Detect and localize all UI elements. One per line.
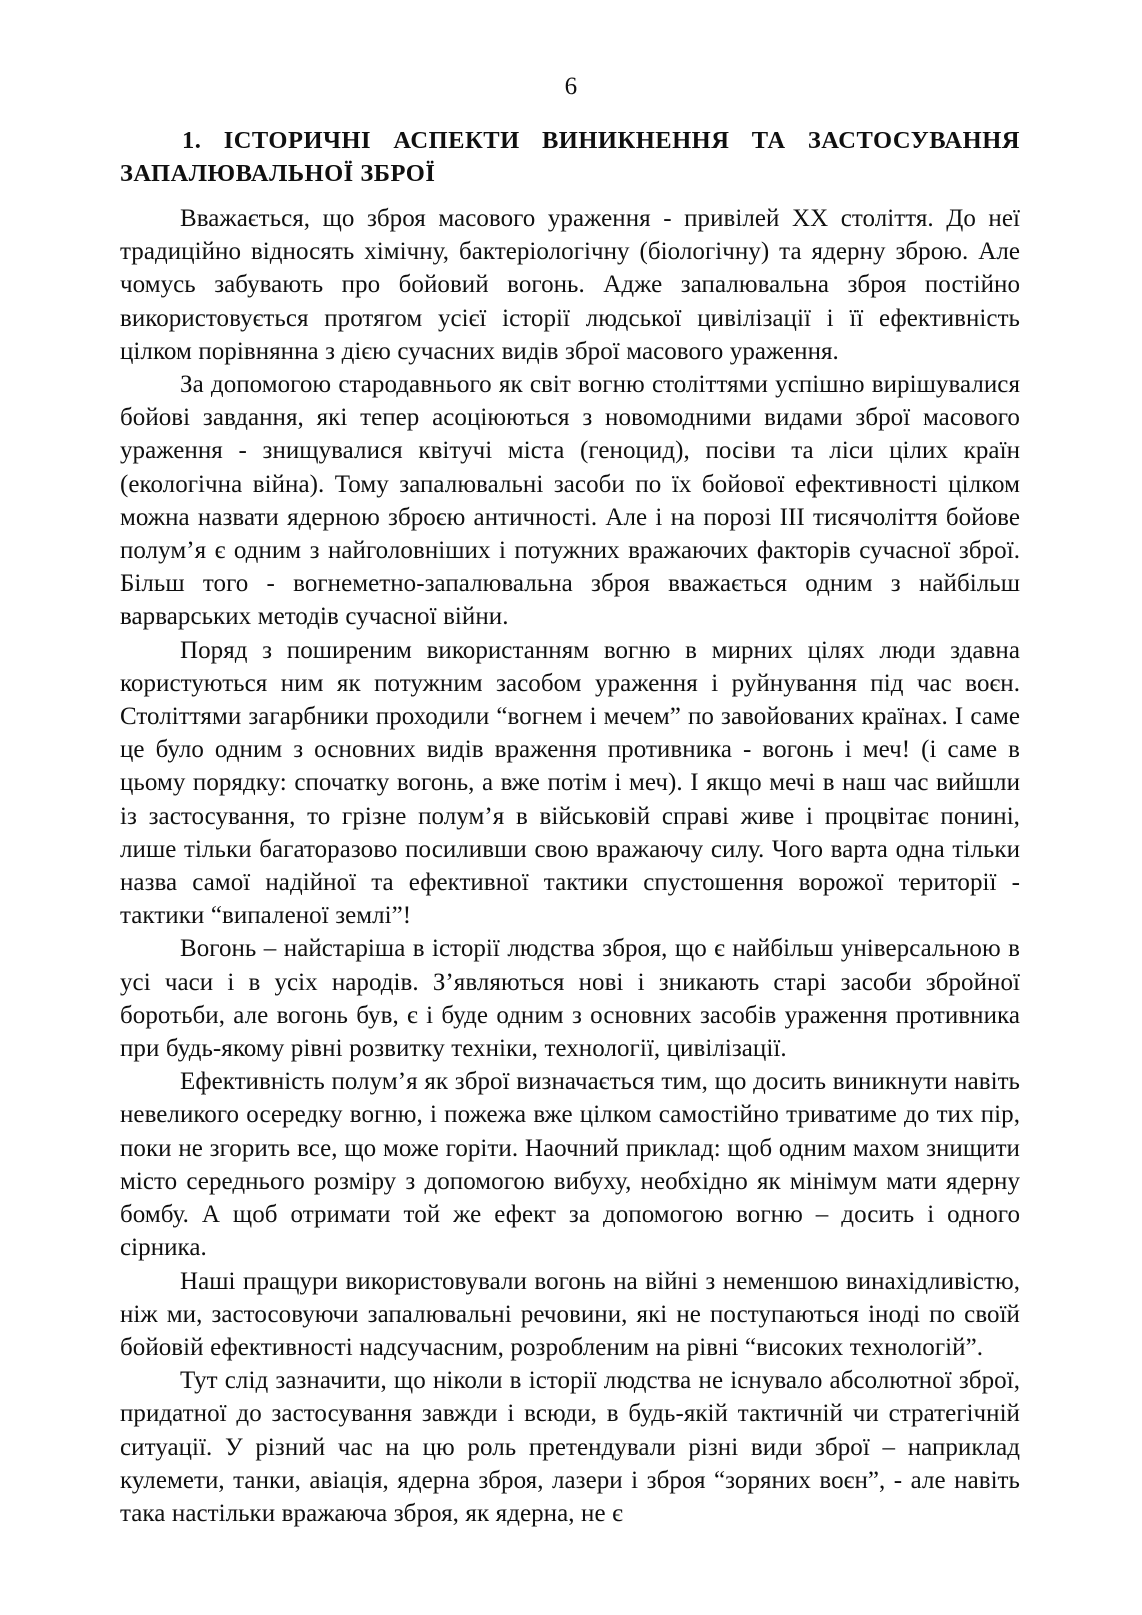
paragraph-5: Ефективність полум’я як зброї визначається тим, що досить виникнути навіть невеликого осередку вогню, і пожежа вже цілком самостійно триватиме до тих пір, поки не згорить все, що може горіти. Наочний приклад: щоб одним махом знищити місто середнього розміру з допомогою вибуху, необхідно як мінімум мати ядерну бомбу. А щоб отримати той же ефект за допомогою вогню – досить і одного сірника. [120, 1068, 1020, 1262]
page-number: 6 [564, 73, 578, 100]
paragraph-4: Вогонь – найстаріша в історії людства зброя, що є найбільш універсальною в усі часи і в усіх народів. З’являються нові і зникають старі засоби збройної боротьби, але вогонь був, є і буде одним з основних засобів ураження противника при будь-якому рівні розвитку техніки, технології, цивілізації. [120, 935, 1020, 1063]
paragraph-1: Вважається, що зброя масового ураження - привілей ХХ століття. До неї традиційно відносять хімічну, бактеріологічну (біологічну) та ядерну зброю. Але чомусь забувають про бойовий вогонь. Адже запалювальна зброя постійно використовується протягом усієї історії людської цивілізації і її ефективність цілком порівнянна з дією сучасних видів зброї масового ураження. [120, 205, 1020, 365]
paragraph-6: Наші пращури використовували вогонь на війні з неменшою винахідливістю, ніж ми, застосовуючи запалювальні речовини, які не поступаються іноді по своїй бойовій ефективності надсучасним, розробленим на рівні “високих технологій”. [120, 1267, 1020, 1361]
paragraph-3: Поряд з поширеним використанням вогню в мирних цілях люди здавна користуються ним як потужним засобом ураження і руйнування під час воєн. Століттями загарбники проходили “вогнем і мечем” по завойованих країнах. І саме це було одним з основних видів враження противника - вогонь і меч! (і саме в цьому порядку: спочатку вогонь, а вже потім і меч). І якщо мечі в наш час вийшли із застосування, то грізне полум’я в військовій справі живе і процвітає понині, лише тільки багаторазово посиливши свою вражаючу силу. Чого варта одна тільки назва самої надійної та ефективної тактики спустошення ворожої території - тактики “випаленої землі”! [120, 636, 1020, 930]
paragraph-7: Тут слід зазначити, що ніколи в історії людства не існувало абсолютної зброї, придатної до застосування завжди і всюди, в будь-якій тактичній чи стратегічній ситуації. У різний час на цю роль претендували різні види зброї – наприклад кулемети, танки, авіація, ядерна зброя, лазери і зброя “зоряних воєн”, - але навіть така настільки вражаюча зброя, як ядерна, не є [120, 1367, 1020, 1527]
section-heading: 1. ІСТОРИЧНІ АСПЕКТИ ВИНИКНЕННЯ ТА ЗАСТОСУВАННЯ ЗАПАЛЮВАЛЬНОЇ ЗБРОЇ [120, 127, 1020, 187]
text-column [120, 124, 1020, 1530]
paragraph-2: За допомогою стародавнього як світ вогню століттями успішно вирішувалися бойові завдання, які тепер асоціюються з новомодними видами зброї масового ураження - знищувалися квітучі міста (геноцид), посіви та ліси цілих країн (екологічна війна). Тому запалювальні засоби по їх бойової ефективності цілком можна назвати ядерною зброєю античності. Але і на порозі III тисячоліття бойове полум’я є одним з найголовніших і потужних вражаючих факторів сучасної зброї. Більш того - вогнеметно-запалювальна зброя вважається одним з найбільш варварських методів сучасної війни. [120, 371, 1020, 631]
